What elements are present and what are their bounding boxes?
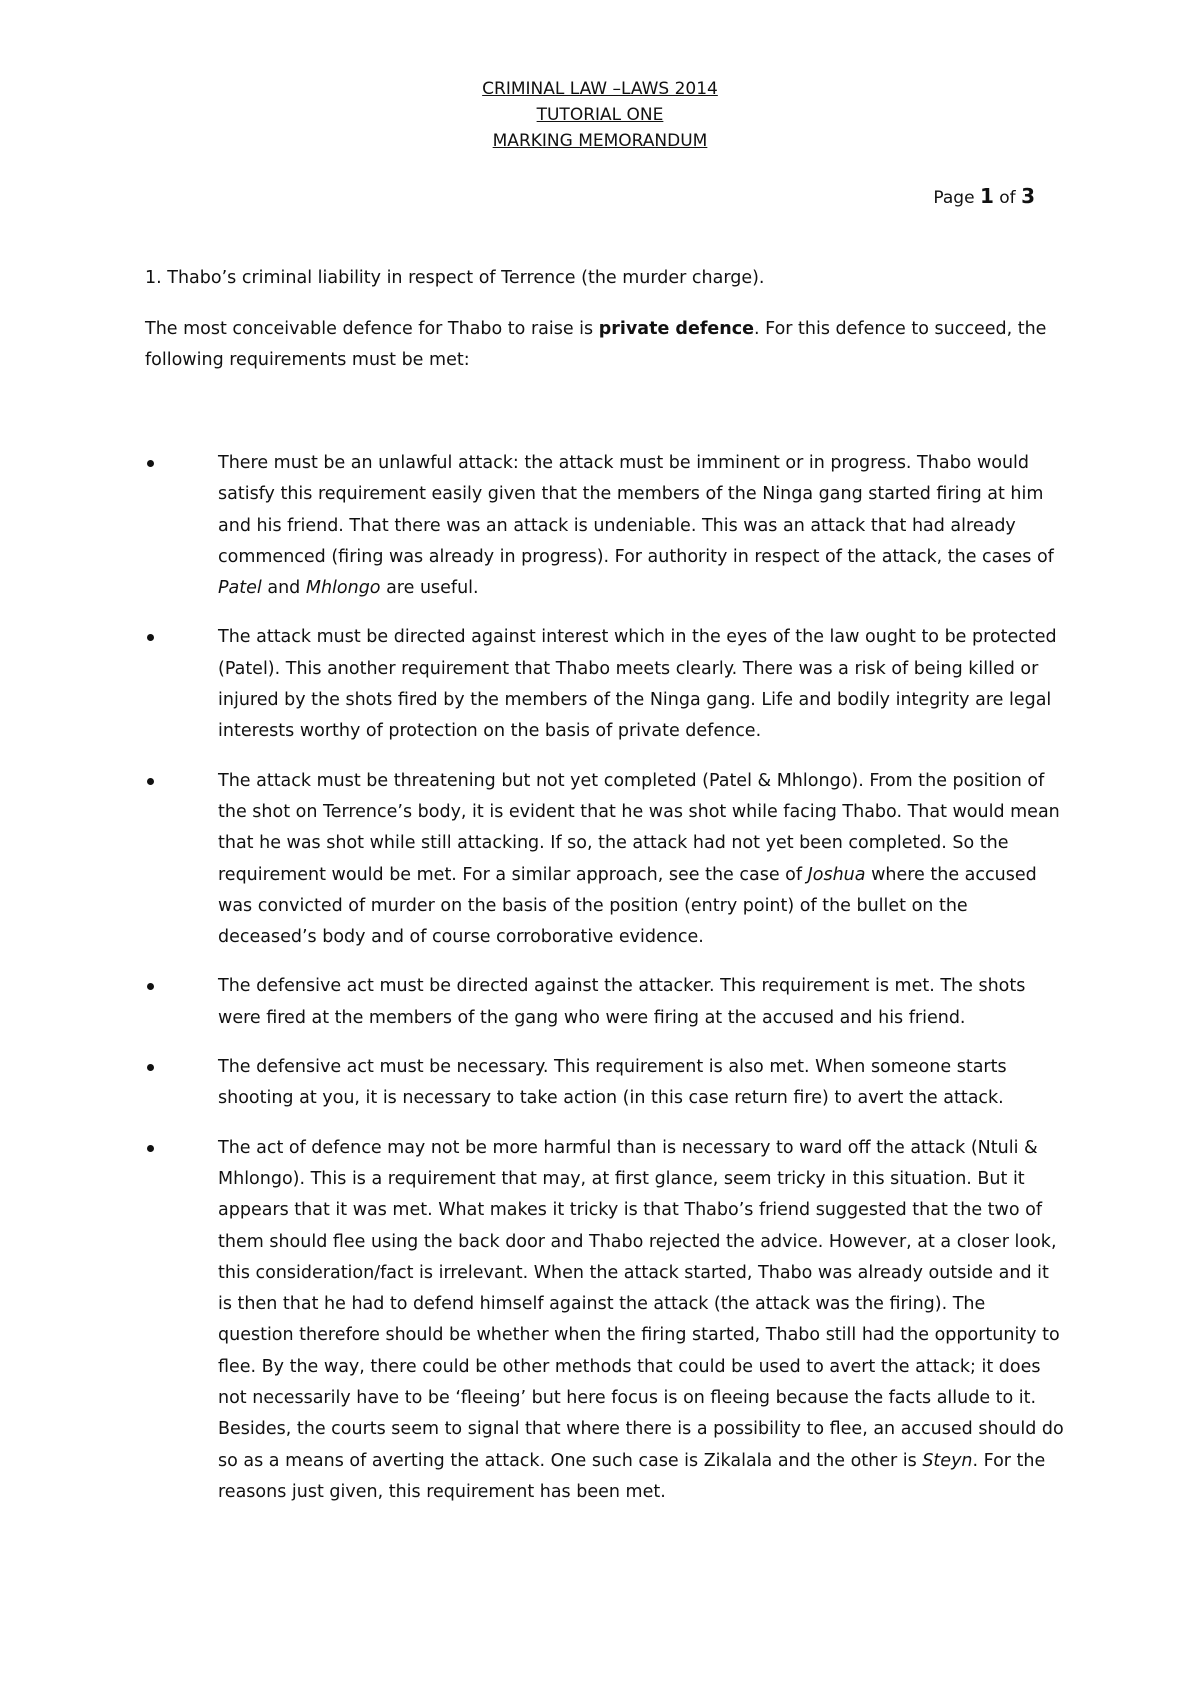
list-item [145, 448, 1065, 604]
bullet-text: The defensive act must be directed against the attacker. This requirement is met. The shots were fired at the members of the gang who were firing at the accused and his friend. [218, 976, 1026, 1028]
bullet-icon [147, 778, 154, 785]
list-item [145, 1052, 1065, 1115]
list-item [145, 971, 1065, 1034]
bullet-text: . For the reasons just given, this requirement has been met. [218, 1450, 1046, 1502]
bullet-text: The defensive act must be necessary. This requirement is also met. When someone starts shooting at you, it is necessary to take action (in this case return fire) to avert the attack. [218, 1057, 1007, 1109]
bullet-text: The attack must be directed against interest which in the eyes of the law ought to be protected (Patel). This another requirement that Thabo meets clearly. There was a risk of being killed or injured by the shots fired by the members of the Ninga gang. Life and bodily integrity are legal interests worthy of protection on the basis of private defence. [218, 627, 1057, 742]
intro-paragraph [145, 314, 1065, 376]
case-name: Steyn [922, 1450, 973, 1471]
tutorial-title: TUTORIAL ONE [536, 105, 664, 125]
page-indicator [933, 184, 1035, 208]
case-name: Patel [218, 578, 262, 599]
page-total: 3 [1021, 184, 1035, 208]
case-name: Joshua [807, 864, 866, 885]
intro-text-start: The most conceivable defence for Thabo to raise is [145, 319, 599, 339]
page-of-label: of [999, 188, 1016, 208]
document-header [0, 76, 1200, 154]
page-label: Page [933, 188, 975, 208]
bullet-text: The act of defence may not be more harmful than is necessary to ward off the attack (Ntuli & Mhlongo). This is a requirement that may, at first glance, seem tricky in this situation. But it appears that it was met. What makes it tricky is that Thabo’s friend suggested that the two of them should flee using the back door and Thabo rejected the advice. However, at a closer look, this consideration/fact is irrelevant. When the attack started, Thabo was already outside and it is then that he had to defend himself against the attack (the attack was the firing). The question therefore should be whether when the firing started, Thabo still had the opportunity to flee. By the way, there could be other methods that could be used to avert the attack; it does not necessarily have to be ‘fleeing’ but here focus is on fleeing because the facts allude to it. Besides, the courts seem to signal that where there is a possibility to flee, an accused should do so as a means of averting the attack. One such case is Zikalala and the other is [218, 1137, 1064, 1471]
requirements-list [145, 448, 1065, 1526]
course-title: CRIMINAL LAW –LAWS 2014 [482, 79, 718, 99]
bullet-text: are useful. [380, 578, 479, 599]
list-item [145, 622, 1065, 747]
list-item [145, 1133, 1065, 1509]
bullet-text: The attack must be threatening but not yet completed (Patel & Mhlongo). From the position of the shot on Terrence’s body, it is evident that he was shot while facing Thabo. That would mean that he was shot while still attacking. If so, the attack had not yet been completed. So the requirement would be met. For a similar approach, see the case of [218, 770, 1060, 885]
page-current: 1 [979, 184, 994, 208]
intro-bold-term: private defence [598, 319, 754, 339]
bullet-icon [147, 634, 154, 641]
bullet-icon [147, 1145, 154, 1152]
memo-title: MARKING MEMORANDUM [492, 131, 708, 151]
intro-text-end: . For this defence to succeed, the following requirements must be met: [145, 319, 1047, 370]
list-item [145, 766, 1065, 954]
bullet-icon [147, 1064, 154, 1071]
bullet-text: There must be an unlawful attack: the attack must be imminent or in progress. Thabo would satisfy this requirement easily given that the members of the Ninga gang started firing at him and his friend. That there was an attack is undeniable. This was an attack that had already commenced (firing was already in progress). For authority in respect of the attack, the cases of [218, 453, 1054, 567]
case-name: Mhlongo [305, 578, 381, 599]
bullet-text: where the accused was convicted of murder on the basis of the position (entry point) of the bullet on the deceased’s body and of course corroborative evidence. [218, 864, 1037, 948]
bullet-text: and [261, 578, 306, 599]
bullet-icon [147, 983, 154, 990]
bullet-icon [147, 460, 154, 467]
question-heading: 1. Thabo’s criminal liability in respect of Terrence (the murder charge). [145, 268, 765, 288]
